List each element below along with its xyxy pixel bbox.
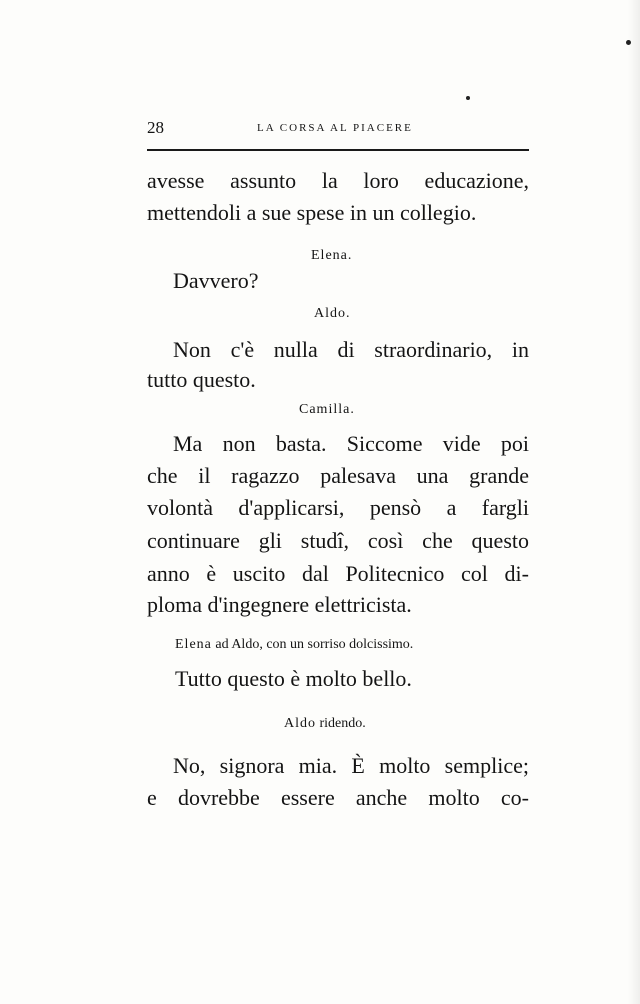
ink-speck [466,96,470,100]
text-line: tutto questo. [147,367,256,392]
text-line: avesse assunto la loro educazione, [147,168,529,193]
text-line: Tutto questo è molto bello. [175,666,412,691]
speaker-label: Elena. [311,248,353,263]
page-number: 28 [147,118,164,137]
stage-speaker: Aldo [284,716,316,731]
text-line: anno è uscito dal Politecnico col di- [147,561,529,586]
page-header [147,118,529,140]
stage-speaker: Elena [175,637,212,652]
stage-direction [175,637,413,653]
text-line: Non c'è nulla di straordinario, in [173,337,529,362]
stage-text: ridendo. [319,716,366,731]
speaker-label: Camilla. [299,402,355,417]
text-line: mettendoli a sue spese in un collegio. [147,200,477,225]
text-line: e dovrebbe essere anche molto co- [147,785,529,810]
stage-direction [284,716,366,732]
text-line: Davvero? [173,268,259,293]
page-edge-shadow [628,0,640,1004]
text-line: che il ragazzo palesava una grande [147,463,529,488]
header-rule [147,149,529,151]
running-title: LA CORSA AL PIACERE [257,122,413,134]
text-line: Ma non basta. Siccome vide poi [173,431,529,456]
text-line: volontà d'applicarsi, pensò a fargli [147,495,529,520]
text-line: ploma d'ingegnere elettricista. [147,592,412,617]
speaker-label: Aldo. [314,306,351,321]
text-line: No, signora mia. È molto semplice; [173,753,529,778]
ink-speck [626,40,631,45]
stage-text: ad Aldo, con un sorriso dolcissimo. [215,637,414,652]
text-line: continuare gli studî, così che questo [147,528,529,553]
